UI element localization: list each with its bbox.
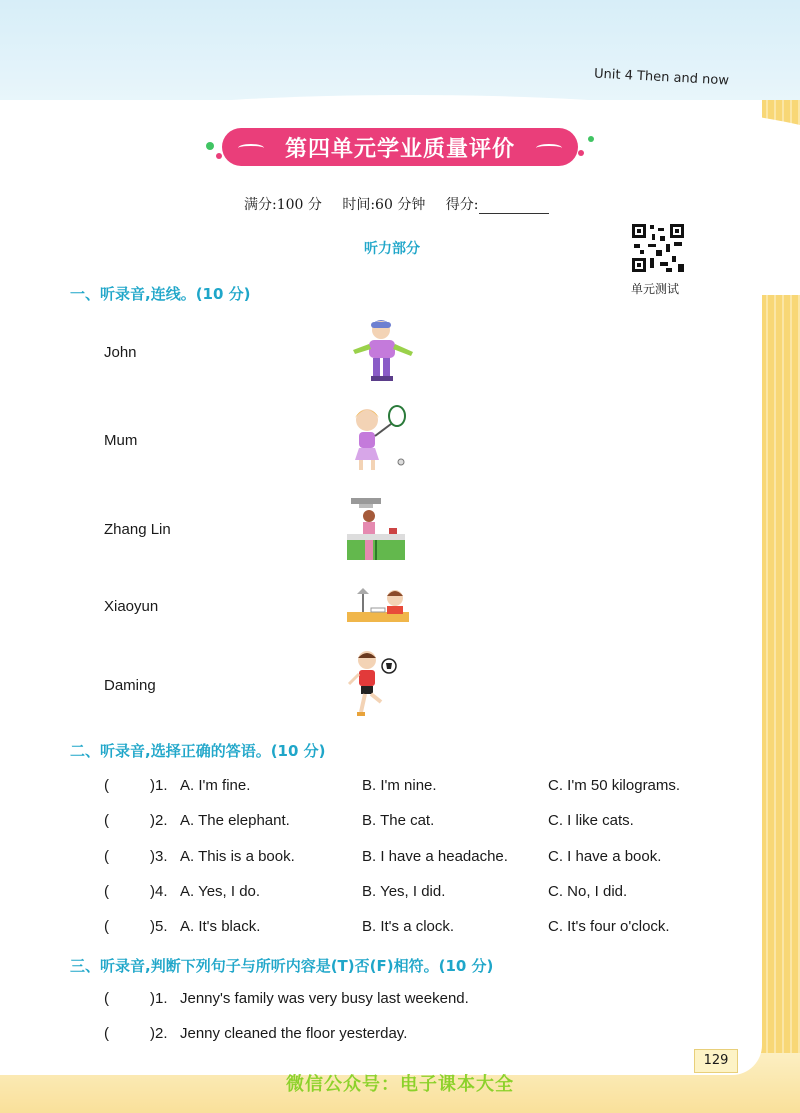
statement-row	[104, 990, 724, 1012]
match-name: Xiaoyun	[104, 598, 159, 615]
statement-number: )2.	[150, 1025, 168, 1042]
match-name: Mum	[104, 432, 138, 449]
option-c: C. I like cats.	[548, 812, 634, 829]
question-row	[104, 777, 724, 799]
decor-dot	[206, 142, 214, 150]
decor-dot	[216, 153, 222, 159]
answer-paren[interactable]: (	[104, 777, 109, 794]
option-b: B. I have a headache.	[362, 848, 508, 865]
match-name: John	[104, 344, 137, 361]
wave-decor	[536, 144, 562, 152]
option-c: C. It's four o'clock.	[548, 918, 670, 935]
statement-row	[104, 1025, 724, 1047]
desk-study-picture	[345, 584, 413, 628]
score-blank[interactable]	[479, 199, 549, 214]
kitchen-picture	[345, 494, 407, 564]
statement-text: Jenny's family was very busy last weekend.	[180, 990, 469, 1007]
answer-paren[interactable]: (	[104, 848, 109, 865]
question-row	[104, 918, 724, 940]
option-a: A. This is a book.	[180, 848, 295, 865]
match-name: Daming	[104, 677, 156, 694]
score-info	[244, 194, 565, 214]
time-limit: 时间:60 分钟	[342, 197, 426, 213]
section3-heading: 三、听录音,判断下列句子与所听内容是(T)否(F)相符。(10 分)	[70, 957, 494, 975]
statement-text: Jenny cleaned the floor yesterday.	[180, 1025, 408, 1042]
answer-paren[interactable]: (	[104, 990, 109, 1007]
answer-paren[interactable]: (	[104, 812, 109, 829]
wave-decor	[238, 144, 264, 152]
watermark: 微信公众号：电子课本大全	[286, 1074, 514, 1095]
question-row	[104, 848, 724, 870]
skating-picture	[345, 316, 417, 386]
option-a: A. The elephant.	[180, 812, 290, 829]
option-a: A. It's black.	[180, 918, 261, 935]
question-number: )4.	[150, 883, 168, 900]
option-b: B. I'm nine.	[362, 777, 437, 794]
option-c: C. I have a book.	[548, 848, 662, 865]
football-picture	[345, 648, 401, 722]
section2-heading: 二、听录音,选择正确的答语。(10 分)	[70, 742, 326, 760]
answer-paren[interactable]: (	[104, 883, 109, 900]
question-number: )1.	[150, 777, 168, 794]
page-number: 129	[694, 1049, 738, 1073]
question-number: )2.	[150, 812, 168, 829]
question-row	[104, 812, 724, 834]
qr-label: 单元测试	[631, 282, 680, 296]
option-b: B. The cat.	[362, 812, 435, 829]
full-score: 满分:100 分	[244, 197, 322, 213]
score-label: 得分:	[445, 197, 479, 213]
decor-dot	[578, 150, 584, 156]
title-banner	[222, 128, 578, 166]
qr-code-icon[interactable]	[630, 222, 686, 274]
match-name: Zhang Lin	[104, 521, 171, 538]
question-number: )3.	[150, 848, 168, 865]
option-a: A. I'm fine.	[180, 777, 251, 794]
badminton-picture	[345, 404, 411, 476]
option-b: B. It's a clock.	[362, 918, 455, 935]
unit-label: Unit 4 Then and now	[593, 66, 730, 89]
answer-paren[interactable]: (	[104, 1025, 109, 1042]
decor-dot	[588, 136, 594, 142]
option-c: C. No, I did.	[548, 883, 628, 900]
listening-part-label: 听力部分	[364, 241, 420, 257]
question-row	[104, 883, 724, 905]
answer-paren[interactable]: (	[104, 918, 109, 935]
option-a: A. Yes, I do.	[180, 883, 261, 900]
statement-number: )1.	[150, 990, 168, 1007]
option-b: B. Yes, I did.	[362, 883, 446, 900]
question-number: )5.	[150, 918, 168, 935]
section1-heading: 一、听录音,连线。(10 分)	[70, 285, 251, 303]
page-title: 第四单元学业质量评价	[284, 136, 515, 162]
option-c: C. I'm 50 kilograms.	[548, 777, 681, 794]
